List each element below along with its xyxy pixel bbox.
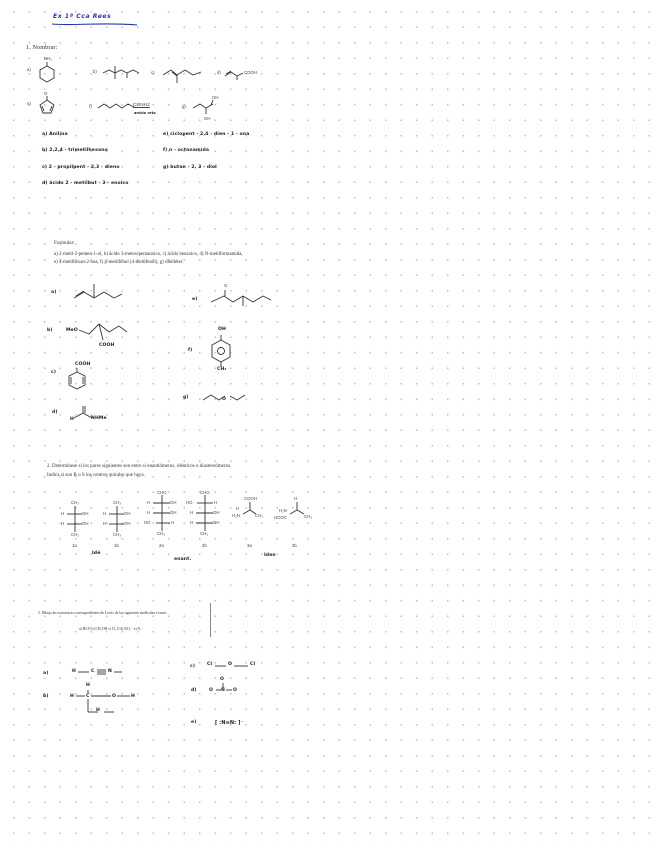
s1-answer-c: c) 2 - propilpent - 2,3 - dieno [42, 165, 120, 170]
s3-pair-1b: 1b [114, 543, 119, 548]
s2-label-f-me: CH₃ [217, 367, 227, 372]
s3-2a-h2: H [147, 510, 151, 515]
s4-b-h3: H [96, 708, 100, 713]
s4-letter-c: c) [190, 664, 196, 669]
section2-heading: Formular: [54, 240, 75, 246]
s4-c-cl1: Cl [207, 662, 213, 667]
s2-label-cooh-c: COOH [75, 362, 91, 367]
s4-letter-b: b) [43, 694, 49, 699]
s4-structure-c [214, 664, 250, 670]
section4-species: a) HCN b) CH₃OH c) Cl₂O d) NO₃⁻ e) N₂⁻ [79, 627, 144, 631]
s1-letter-c: c) [151, 70, 155, 75]
s2-label-e-o: O [224, 283, 228, 288]
page-title: Ex 1ª Cca Rees [53, 13, 112, 20]
s3-1b-oh2: OH [124, 521, 131, 526]
s1-structure-f [98, 100, 134, 112]
s4-d-o1: O [220, 677, 225, 682]
s3-1b-oh1: OH [124, 511, 131, 516]
s1-structure-g [193, 100, 217, 116]
s3-wedge-3a [240, 502, 260, 518]
s3-1a-h2: H [61, 521, 65, 526]
s2-label-d-nhme: NHMe [91, 416, 107, 421]
s1-letter-d: d) [217, 70, 221, 75]
s4-b-c: C [86, 694, 90, 699]
section4-heading: 3. Dibuja las estructuras correspondientes de Lewis de las siguientes moléculas e iones. [38, 611, 168, 615]
s4-d-o2: O [209, 688, 214, 693]
s3-fischer-2b [193, 495, 220, 533]
s3-pair-2a: 2a [159, 543, 164, 548]
s1-structure-b [103, 64, 143, 80]
s4-structure-b [74, 686, 134, 726]
s4-letter-a: a) [43, 671, 49, 676]
s3-2b-oh1: OH [213, 510, 220, 515]
s4-letter-e: e) [191, 720, 197, 725]
s4-b-o: O [112, 694, 117, 699]
s2-label-d-h: H [70, 417, 74, 422]
s4-c-o: O [228, 662, 233, 667]
s1-answer-e: e) ciclopent - 2,4 - dien - 1 - ona [163, 132, 250, 137]
s3-2b-h3: H [190, 520, 194, 525]
s2-structure-a [74, 280, 124, 304]
s1-structure-e [38, 96, 58, 116]
section4-divider [210, 603, 211, 637]
s1-answer-b: b) 2,2,4 - trimetilhexano [42, 148, 108, 153]
s2-structure-e [211, 288, 273, 308]
s3-1b-h2: H [103, 521, 107, 526]
section3-heading: 2. Determínese si los pares siguientes son entre sí enantiómeros, idénticos o diastereómeros. [47, 464, 232, 469]
s1-letter-g: g) [182, 104, 186, 109]
s2-structure-f [210, 335, 234, 369]
s2-label-f-oh: OH [218, 327, 226, 332]
s3-1b-top: CH₃ [113, 500, 121, 505]
s3-pair-3a: 3a [247, 543, 252, 548]
s3-wedge-3b [287, 502, 307, 518]
s1-letter-a: a) [27, 67, 31, 72]
s1-letter-f: f) [89, 104, 92, 109]
s3-2a-oh1: OH [170, 500, 177, 505]
s2-letter-b: b) [47, 328, 53, 333]
s1-structure-a [38, 64, 58, 86]
s1-answer-d: d) ácido 2 - metilbut - 3 - enoico [42, 181, 129, 186]
s1-label-oh-bot: OH [204, 116, 211, 121]
s3-1a-h1: H [61, 511, 65, 516]
s3-2a-ho: HO [144, 520, 151, 525]
s1-note-conh2: amida orto [134, 111, 156, 115]
s2-letter-e: e) [192, 297, 198, 302]
s2-letter-c: c) [51, 370, 57, 375]
section2-text-2: e) 4-metilhexan-2-ona, f) p-metilfenol (4-metilfenol), g) dietiléter. [54, 260, 184, 265]
s1-letter-b: b) [93, 69, 97, 74]
s4-a-h: H [72, 669, 76, 674]
s1-answer-g: g) butan - 2, 3 - diol [163, 165, 217, 170]
s4-b-h1: H [70, 694, 74, 699]
s3-2b-bottom: CH₃ [200, 531, 208, 536]
s1-answer-a: a) Anilina [42, 132, 68, 137]
s3-2b-h1: H [214, 500, 218, 505]
s3-2a-h1: H [147, 500, 151, 505]
section2-text-1: a) 2-metil-2-penten-1-ol, b) ácido 3-metoxipentanoico, c) ácido benzoico, d) N-metilformamida, [54, 252, 243, 257]
s3-pair-3b: 3b [292, 543, 297, 548]
s1-structure-c [163, 66, 203, 86]
s2-label-g-o: O [222, 397, 227, 402]
s1-label-nh2: NH₂ [44, 56, 52, 61]
s3-3a-cooh: COOH [244, 496, 257, 501]
s1-answer-f: f) n - octanamida [163, 148, 210, 153]
s1-label-cooh: COOH [244, 70, 257, 75]
s3-answer-1: Idé [92, 551, 101, 556]
s3-2b-ho1: HO [186, 500, 193, 505]
s3-3b-hooc: HOOC [274, 515, 287, 520]
s3-1a-top: CH₃ [71, 500, 79, 505]
s3-fischer-2a [150, 495, 177, 533]
s2-letter-f: f) [188, 348, 193, 353]
s3-1a-oh1: OH [82, 511, 89, 516]
s4-e-structure: [ :N≡N: ]⁻ [215, 720, 244, 726]
section3-subheading: Indica si son R o S los centros quirales que haya. [47, 473, 145, 478]
s3-2a-oh2: OH [170, 510, 177, 515]
s3-fischer-1a [64, 506, 89, 534]
s4-a-n: N [108, 669, 112, 674]
s4-c-cl2: Cl [250, 662, 256, 667]
s3-3a-ch3: CH₃ [255, 513, 263, 518]
s3-3a-h2n: H₂N [232, 513, 240, 518]
s3-2a-h3: H [171, 520, 175, 525]
s3-2a-bottom: CH₃ [157, 531, 165, 536]
section1-heading: 1. Nombrar: [26, 44, 58, 51]
s3-3b-ch3: CH₃ [304, 514, 312, 519]
s2-letter-a: a) [51, 290, 57, 295]
s4-structure-a [76, 668, 126, 676]
s3-2b-top: CHO [200, 490, 210, 495]
s1-letter-e: e) [27, 101, 31, 106]
s3-answer-3: Iden [264, 553, 276, 558]
s1-label-oh-top: OH [212, 95, 219, 100]
s3-pair-2b: 2b [202, 543, 207, 548]
s4-d-n: N [221, 688, 225, 693]
s1-label-o: O [44, 91, 48, 96]
s4-d-o3: O [233, 688, 238, 693]
s2-label-ome: MeO [66, 328, 78, 333]
s3-answer-2: enant. [174, 557, 192, 562]
s3-1a-bottom: CH₃ [71, 532, 79, 537]
s3-1b-h1: H [103, 511, 107, 516]
s2-letter-g: g) [183, 395, 189, 400]
s4-b-h2: H [131, 694, 135, 699]
s3-3a-h: H [236, 506, 240, 511]
s3-3b-h: H [294, 496, 298, 501]
s2-structure-c [67, 368, 89, 392]
s1-label-conh2: CONH2 [133, 103, 150, 108]
s3-3b-h2n: H₂N [279, 508, 287, 513]
s3-2b-oh2: OH [213, 520, 220, 525]
s3-1a-oh2: OH [82, 521, 89, 526]
title-underline [52, 22, 142, 28]
s4-b-h4: H [86, 683, 90, 688]
s3-pair-1a: 1a [72, 543, 77, 548]
s3-2a-top: CHO [157, 490, 167, 495]
s3-fischer-1b [106, 506, 131, 534]
s4-a-c: C [91, 669, 95, 674]
s3-1b-bottom: CH₃ [113, 532, 121, 537]
s4-structure-d [212, 681, 238, 693]
s2-label-cooh-b: COOH [99, 343, 115, 348]
s2-letter-d: d) [52, 410, 58, 415]
s3-2b-h2: H [190, 510, 194, 515]
s4-letter-d: d) [191, 688, 197, 693]
